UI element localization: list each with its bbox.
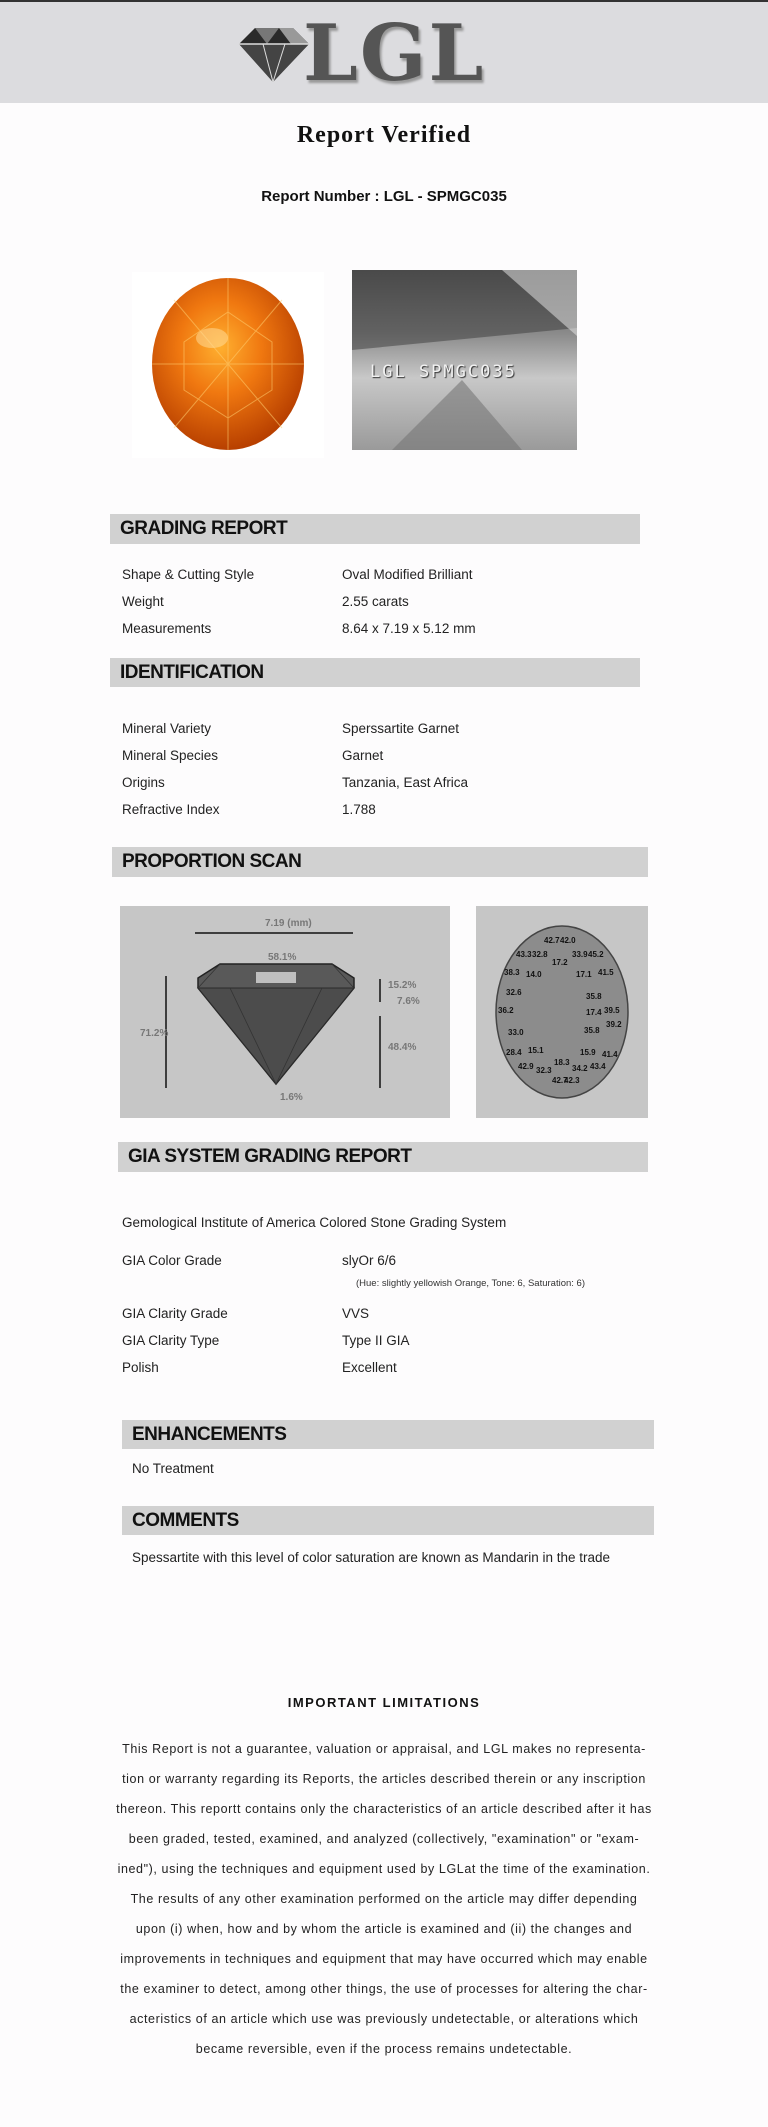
limitations-line: The results of any other examination performed on the article may differ depending xyxy=(130,1892,638,1906)
row-value: 1.788 xyxy=(342,802,376,817)
facet-value: 28.4 xyxy=(506,1048,522,1057)
facet-value: 33.0 xyxy=(508,1028,524,1037)
gemstone-photo xyxy=(132,272,324,458)
row-label: Mineral Variety xyxy=(122,721,212,736)
limitations-title: IMPORTANT LIMITATIONS xyxy=(287,1695,481,1710)
limitations-line: tion or warranty regarding its Reports, the articles described therein or any inscription xyxy=(122,1772,646,1786)
row-label: Measurements xyxy=(122,621,212,636)
facet-value: 38.3 xyxy=(504,968,520,977)
facet-value: 17.2 xyxy=(552,958,568,967)
facet-value: 32.6 xyxy=(506,988,522,997)
site-header xyxy=(0,2,768,103)
row-label: GIA Clarity Type xyxy=(122,1333,220,1348)
facet-diagram xyxy=(476,906,648,1118)
girdle-inscription-photo xyxy=(352,270,577,450)
facet-value: 32.8 xyxy=(532,950,548,959)
row-value: Excellent xyxy=(342,1360,397,1375)
diamond-icon xyxy=(233,22,313,86)
facet-value: 18.3 xyxy=(554,1058,570,1067)
facet-value: 17.4 xyxy=(586,1008,602,1017)
crown-height-label: 15.2% xyxy=(388,980,417,991)
comments-heading: COMMENTS xyxy=(122,1506,654,1535)
limitations-line: the examiner to detect, among other things, the use of processes for altering the char- xyxy=(120,1982,648,1996)
girdle-label: 7.6% xyxy=(397,996,420,1007)
gia-heading: GIA SYSTEM GRADING REPORT xyxy=(118,1142,648,1172)
limitations-body xyxy=(112,1734,656,2064)
color-note: (Hue: slightly yellowish Orange, Tone: 6, Saturation: 6) xyxy=(356,1278,585,1289)
report-number: Report Number : LGL - SPMGC035 xyxy=(261,188,507,205)
identification-heading: IDENTIFICATION xyxy=(110,658,640,687)
row-label: Origins xyxy=(122,775,165,790)
proportion-scan-heading: PROPORTION SCAN xyxy=(112,847,648,877)
grading-report-heading: GRADING REPORT xyxy=(110,514,640,544)
page-title: Report Verified xyxy=(296,122,472,148)
facet-value: 17.1 xyxy=(576,970,592,979)
row-value: Garnet xyxy=(342,748,384,763)
row-value: VVS xyxy=(342,1306,370,1321)
facet-value: 15.9 xyxy=(580,1048,596,1057)
total-depth-label: 71.2% xyxy=(140,1028,169,1039)
row-label: GIA Color Grade xyxy=(122,1253,222,1268)
enhancements-text: No Treatment xyxy=(132,1461,214,1476)
width-label: 7.19 (mm) xyxy=(265,918,312,929)
limitations-line: thereon. This reportt contains only the characteristics of an article described after it has xyxy=(116,1802,652,1816)
row-label: Mineral Species xyxy=(122,748,219,763)
facet-value: 35.8 xyxy=(586,992,602,1001)
row-label: Weight xyxy=(122,594,164,609)
row-label: Refractive Index xyxy=(122,802,220,817)
facet-value: 42.9 xyxy=(518,1062,534,1071)
gia-system-name: Gemological Institute of America Colored Stone Grading System xyxy=(122,1215,507,1230)
table-label: 58.1% xyxy=(268,952,297,963)
row-label: GIA Clarity Grade xyxy=(122,1306,228,1321)
profile-diagram xyxy=(120,906,450,1118)
culet-label: 1.6% xyxy=(280,1092,303,1103)
row-value: Tanzania, East Africa xyxy=(342,775,469,790)
facet-value: 32.3 xyxy=(536,1066,552,1075)
row-value: Oval Modified Brilliant xyxy=(342,567,473,582)
row-value: 2.55 carats xyxy=(342,594,409,609)
lgl-logo[interactable] xyxy=(233,8,493,99)
limitations-line: acteristics of an article which use was previously undetectable, or alterations which xyxy=(129,2012,639,2026)
limitations-line: This Report is not a guarantee, valuation or appraisal, and LGL makes no representa- xyxy=(122,1742,646,1756)
facet-value: 42.3 xyxy=(564,1076,580,1085)
facet-value: 42.7 xyxy=(544,936,560,945)
enhancements-heading: ENHANCEMENTS xyxy=(122,1420,654,1449)
limitations-line: ined"), using the techniques and equipment used by LGLat the time of the examination. xyxy=(117,1862,651,1876)
row-value: Type II GIA xyxy=(342,1333,410,1348)
facet-value: 39.2 xyxy=(606,1020,622,1029)
facet-value: 35.8 xyxy=(584,1026,600,1035)
limitations-line: been graded, tested, examined, and analyzed (collectively, "examination" or "exam- xyxy=(128,1832,640,1846)
facet-value: 14.0 xyxy=(526,970,542,979)
facet-value: 41.4 xyxy=(602,1050,618,1059)
facet-value: 36.2 xyxy=(498,1006,514,1015)
facet-value: 42.7 xyxy=(552,1076,568,1085)
comments-text: Spessartite with this level of color saturation are known as Mandarin in the trade xyxy=(132,1550,610,1565)
facet-value: 15.1 xyxy=(528,1046,544,1055)
facet-value: 42.0 xyxy=(560,936,576,945)
logo-text: LGL xyxy=(303,8,486,99)
row-value: Sperssartite Garnet xyxy=(342,721,460,736)
facet-value: 45.2 xyxy=(588,950,604,959)
facet-value: 43.4 xyxy=(590,1062,606,1071)
facet-value: 33.9 xyxy=(572,950,588,959)
inscription-text: LGL SPMGC035 xyxy=(370,362,517,382)
row-value: 8.64 x 7.19 x 5.12 mm xyxy=(342,621,476,636)
limitations-line: became reversible, even if the process remains undetectable. xyxy=(195,2042,573,2056)
pavilion-depth-label: 48.4% xyxy=(388,1042,417,1053)
limitations-line: upon (i) when, how and by whom the article is examined and (ii) the changes and xyxy=(135,1922,633,1936)
facet-value: 34.2 xyxy=(572,1064,588,1073)
row-value: slyOr 6/6 xyxy=(342,1253,397,1268)
row-label: Shape & Cutting Style xyxy=(122,567,255,582)
limitations-line: improvements in techniques and equipment that may have occurred which may enable xyxy=(120,1952,648,1966)
facet-value: 43.3 xyxy=(516,950,532,959)
facet-value: 39.5 xyxy=(604,1006,620,1015)
facet-value: 41.5 xyxy=(598,968,614,977)
row-label: Polish xyxy=(122,1360,159,1375)
